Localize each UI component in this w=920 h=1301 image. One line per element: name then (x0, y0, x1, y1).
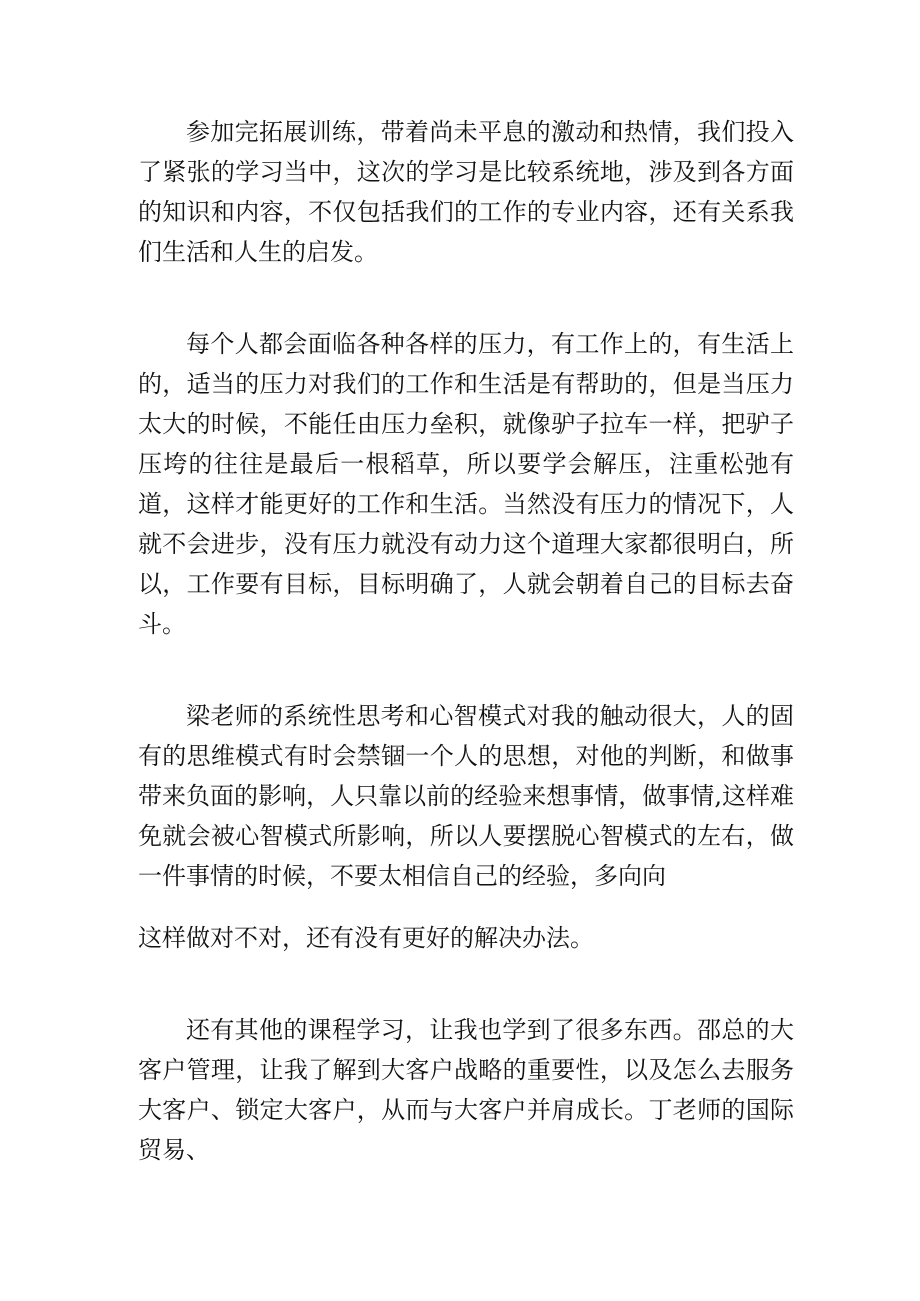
document-page (138, 112, 794, 1222)
paragraph-5: 还有其他的课程学习，让我也学到了很多东西。邵总的大客户管理，让我了解到大客户战略的重要性，以及怎么去服务大客户、锁定大客户，从而与大客户并肩成长。丁老师的国际贸易、 (138, 1016, 794, 1164)
paragraph-4: 这样做对不对，还有没有更好的解决办法。 (138, 924, 594, 952)
paragraph-3: 梁老师的系统性思考和心智模式对我的触动很大，人的固有的思维模式有时会禁锢一个人的思想，对他的判断，和做事带来负面的影响，人只靠以前的经验来想事情，做事情,这样难免就会被心智模式所影响，所以人要摆脱心智模式的左右，做一件事情的时候，不要太相信自己的经验，多向向 (138, 702, 794, 890)
paragraph-2: 每个人都会面临各种各样的压力，有工作上的，有生活上的，适当的压力对我们的工作和生活是有帮助的，但是当压力太大的时候，不能任由压力垒积，就像驴子拉车一样，把驴子压垮的往往是最后一根稻草，所以要学会解压，注重松弛有道，这样才能更好的工作和生活。当然没有压力的情况下，人就不会进步，没有压力就没有动力这个道理大家都很明白，所以，工作要有目标，目标明确了，人就会朝着自己的目标去奋斗。 (138, 330, 794, 638)
paragraph-1: 参加完拓展训练，带着尚未平息的激动和热情，我们投入了紧张的学习当中，这次的学习是比较系统地，涉及到各方面的知识和内容，不仅包括我们的工作的专业内容，还有关系我们生活和人生的启发。 (138, 118, 794, 266)
